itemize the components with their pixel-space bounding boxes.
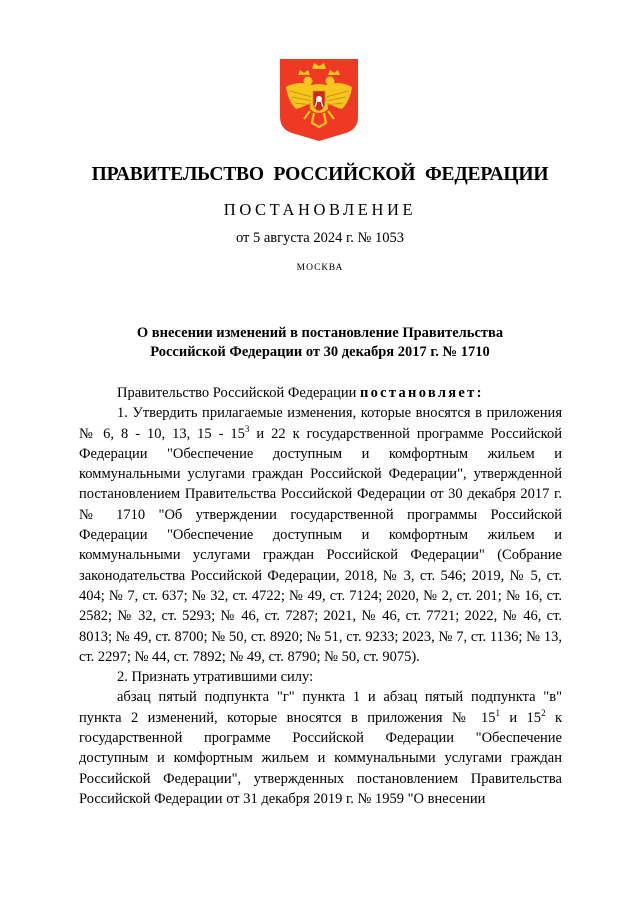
item-2-text-c: к государственной программе Российской Федерации "Обеспечение доступным и комфортным жильем и коммунальными услугами граждан Российской Федерации", утвержденных постановлением Правительства Российской Федерации от 31 декабря 2019 г. № 1959 "О внесении <box>79 709 563 807</box>
preamble-paragraph <box>79 383 562 403</box>
item-2-subparagraph <box>79 687 562 809</box>
subject-line-1: О внесении изменений в постановление Правительства <box>136 325 504 341</box>
item-1-paragraph <box>79 403 562 667</box>
preamble-text: Правительство Российской Федерации <box>117 385 360 401</box>
decree-subject <box>0 324 640 362</box>
item-2-superscript-1: 1 <box>495 707 500 718</box>
coat-of-arms-emblem <box>276 57 362 143</box>
document-type: ПОСТАНОВЛЕНИЕ <box>223 200 417 219</box>
decree-body <box>79 383 562 809</box>
decrees-word: постановляет: <box>359 385 484 401</box>
subject-line-2: Российской Федерации от 30 декабря 2017 г. № 1710 <box>150 344 490 360</box>
item-1-text-a: 1. Утвердить прилагаемые изменения, которые вносятся в приложения № 6, 8 - 10, 13, 15 - 15 <box>79 405 562 442</box>
item-1-superscript: 3 <box>244 423 250 434</box>
government-title: ПРАВИТЕЛЬСТВО РОССИЙСКОЙ ФЕДЕРАЦИИ <box>91 164 549 185</box>
item-1-text-b: и 22 к государственной программе Российской Федерации "Обеспечение доступным и комфортным жильем и коммунальными услугами граждан Российской Федерации", утвержденной постановлением Правительства Российской Федерации от 30 декабря 2017 г. № 1710 "Об утверждении государственной программы Российской Федерации "Обеспечение доступным и комфортным жильем и коммунальными услугами граждан Российской Федерации" (Собрание законодательства Российской Федерации, 2018, № 3, ст. 546; 2019, № 5, ст. 404; № 7, ст. 637; № 32, ст. 4722; № 49, ст. 7124; 2020, № 2, ст. 201; № 16, ст. 2582; № 32, ст. 5293; № 46, ст. 7287; 2021, № 46, ст. 7721; 2022, № 46, ст. 8013; № 49, ст. 8700; № 50, ст. 8920; № 51, ст. 9233; 2023, № 7, ст. 1136; № 13, ст. 2297; № 44, ст. 7892; № 49, ст. 8790; № 50, ст. 9075). <box>79 425 562 665</box>
item-2-paragraph: 2. Признать утратившими силу: <box>117 669 314 686</box>
decree-date-number: от 5 августа 2024 г. № 1053 <box>235 230 405 246</box>
item-2-text-b: и 15 <box>499 709 542 726</box>
item-2-superscript-2: 2 <box>541 707 546 718</box>
city-name: МОСКВА <box>296 263 344 273</box>
item-2-text-a: абзац пятый подпункта "г" пункта 1 и абзац пятый подпункта "в" пункта 2 изменений, которые вносятся в приложения № 15 <box>79 689 562 726</box>
